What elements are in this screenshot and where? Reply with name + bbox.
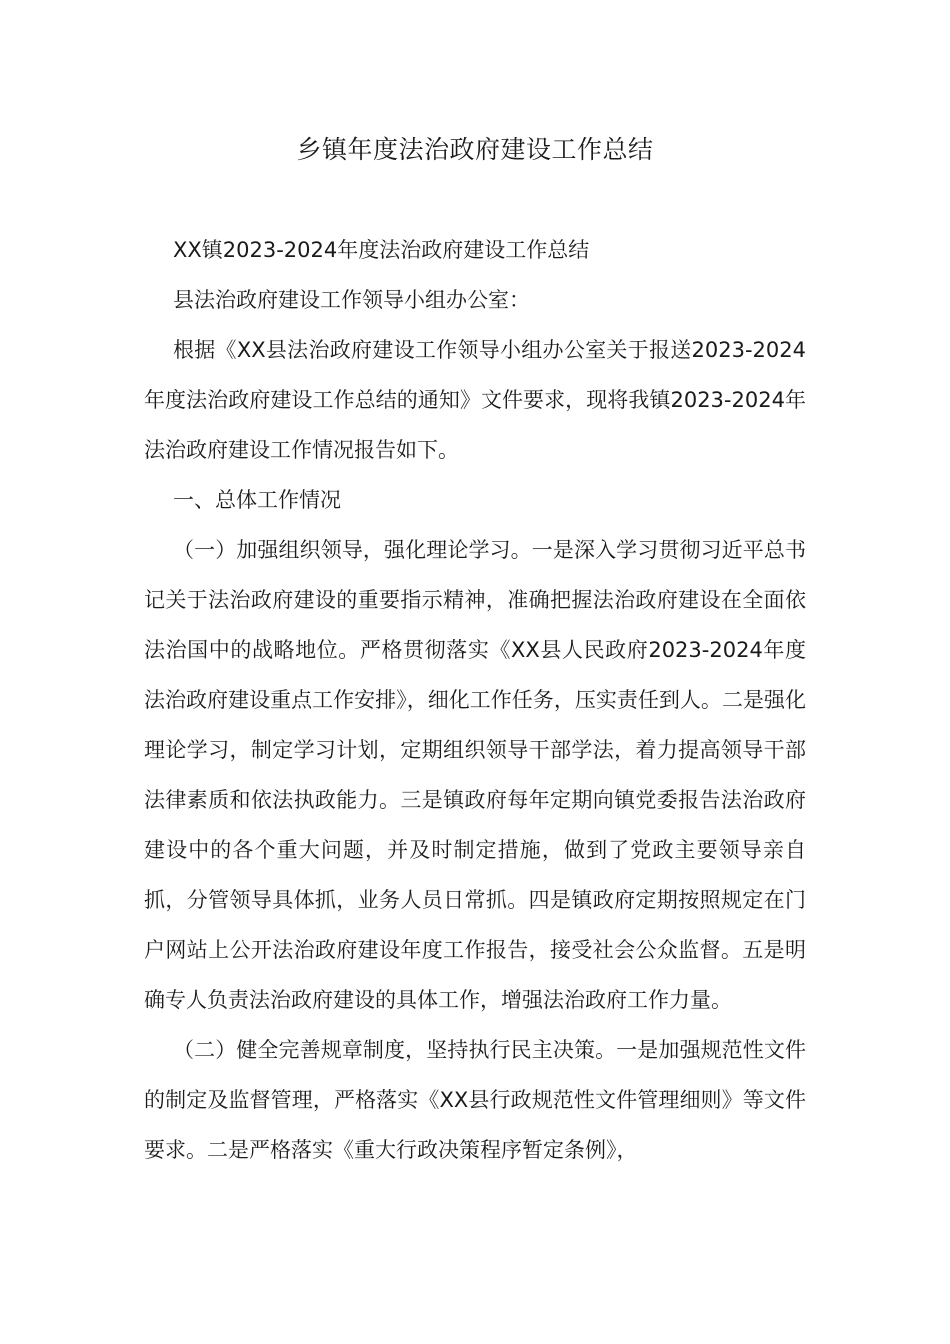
document-title: 乡镇年度法治政府建设工作总结 bbox=[296, 135, 654, 164]
document-body bbox=[144, 225, 806, 1175]
paragraph-section-1: （一）加强组织领导，强化理论学习。一是深入学习贯彻习近平总书记关于法治政府建设的重要指示精神，准确把握法治政府建设在全面依法治国中的战略地位。严格贯彻落实《XX县人民政府2023-2024年度法治政府建设重点工作安排》，细化工作任务，压实责任到人。二是强化理论学习，制定学习计划，定期组织领导干部学法，着力提高领导干部法律素质和依法执政能力。三是镇政府每年定期向镇党委报告法治政府建设中的各个重大问题，并及时制定措施，做到了党政主要领导亲自抓，分管领导具体抓，业务人员日常抓。四是镇政府定期按照规定在门户网站上公开法治政府建设年度工作报告，接受社会公众监督。五是明确专人负责法治政府建设的具体工作，增强法治政府工作力量。 bbox=[144, 538, 806, 1012]
paragraph-section-2: （二）健全完善规章制度，坚持执行民主决策。一是加强规范性文件的制定及监督管理，严格落实《XX县行政规范性文件管理细则》等文件要求。二是严格落实《重大行政决策程序暂定条例》， bbox=[144, 1038, 806, 1162]
section-heading-overall: 一、总体工作情况 bbox=[173, 488, 341, 512]
paragraph-heading-line: XX镇2023-2024年度法治政府建设工作总结 bbox=[173, 238, 590, 262]
paragraph-addressee: 县法治政府建设工作领导小组办公室： bbox=[173, 288, 530, 312]
paragraph-intro: 根据《XX县法治政府建设工作领导小组办公室关于报送2023-2024年度法治政府建设工作总结的通知》文件要求，现将我镇2023-2024年法治政府建设工作情况报告如下。 bbox=[144, 338, 806, 462]
